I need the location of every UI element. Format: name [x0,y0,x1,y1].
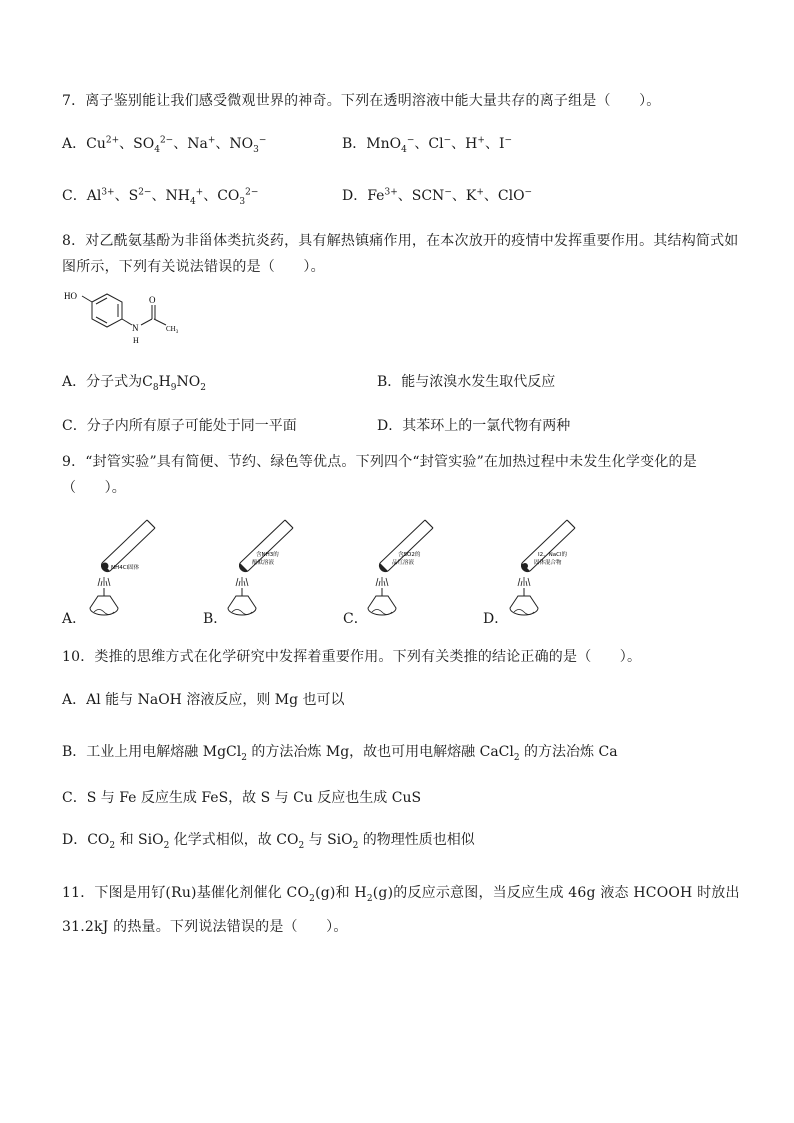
tube-d-label-2: 固体混合物 [534,560,562,566]
tube-c-label-2: 品红溶液 [392,560,415,566]
q9-option-a-label[interactable]: A． [62,611,87,627]
tube-c-label-1: 含SO2的 [398,552,421,558]
q7-option-a[interactable]: A．$Cu^{2+}$、$SO_4^{2-}$、Na+、$NO_3^-$ [62,135,267,155]
tube-b-apparatus[interactable] [226,514,316,626]
acetaminophen-structure [62,285,202,347]
tube-d-apparatus[interactable] [508,514,598,626]
q9-option-c-label[interactable]: C． [343,611,368,627]
q9-stem-line2: （ ）。 [62,480,126,496]
q10-stem: 10．类推的思维方式在化学研究中发挥着重要作用。下列有关类推的结论正确的是（ ）。 [62,649,642,665]
q11-stem-line2: 31.2kJ 的热量。下列说法错误的是（ ）。 [62,919,348,935]
q11-stem-line1: 11．下图是用钌(Ru)基催化剂催化 $CO_2(g)$和 $H_2(g)$的反应示意图，当反应生成 46g 液态 HCOOH 时放出 [62,885,740,904]
q8-option-a[interactable]: A．分子式为$C_8H_9NO_2$ [62,374,206,393]
struct-h: H [133,336,139,345]
struct-ch3: $CH_3$ [166,325,179,335]
q8-stem-line1: 8．对乙酰氨基酚为非甾体类抗炎药，具有解热镇痛作用，在本次放开的疫情中发挥重要作用。其结构简式如 [62,233,739,249]
q8-stem-line2: 图所示，下列有关说法错误的是（ ）。 [62,259,325,275]
q7-option-c[interactable]: C．$Al^{3+}$、$S^{2-}$、$NH_4^+$、$CO_3^{2-}$ [62,187,259,207]
q7-option-b[interactable]: B．MnO$_4$−、Cl−、H+、I− [342,135,513,155]
tube-b-label-2: 酚酞溶液 [252,560,275,566]
q10-option-c[interactable]: C．S 与 Fe 反应生成 FeS，故 S 与 Cu 反应也生成 CuS [62,790,422,806]
q10-option-b[interactable]: B．工业上用电解熔融 MgCl$_2$ 的方法冶炼 Mg，故也可用电解熔融 CaCl$_2$ 的方法冶炼 Ca [62,744,618,763]
q10-option-a[interactable]: A．Al 能与 NaOH 溶液反应，则 Mg 也可以 [62,692,345,708]
q9-stem-line1: 9．“封管实验”具有简便、节约、绿色等优点。下列四个“封管实验”在加热过程中未发生化学变化的是 [62,454,697,470]
tube-a-label: NH4Cl固体 [111,565,140,571]
struct-o: O [149,295,156,305]
q8-option-c[interactable]: C．分子内所有原子可能处于同一平面 [62,418,297,434]
q10-option-d[interactable]: D．$CO_2$ 和 SiO$_2$ 化学式相似，故 $CO_2$ 与 SiO$_2$ 的物理性质也相似 [62,832,475,851]
tube-c-apparatus[interactable] [366,514,456,626]
struct-ho: HO [64,291,77,301]
tube-b-label-1: 含NH3的 [256,552,279,558]
struct-n: N [132,323,139,333]
q7-stem: 7．离子鉴别能让我们感受微观世界的神奇。下列在透明溶液中能大量共存的离子组是（ ）。 [62,93,661,109]
q9-option-d-label[interactable]: D． [483,611,509,627]
q8-option-d[interactable]: D．其苯环上的一氯代物有两种 [377,418,571,434]
tube-d-label-1: I2、NaCl的 [538,552,567,558]
q8-option-b[interactable]: B．能与浓溴水发生取代反应 [377,374,556,390]
q7-option-d[interactable]: D．$Fe^{3+}$、SCN−、K+、ClO− [342,187,533,204]
q9-option-b-label[interactable]: B． [203,611,228,627]
tube-a-apparatus[interactable] [88,514,178,626]
